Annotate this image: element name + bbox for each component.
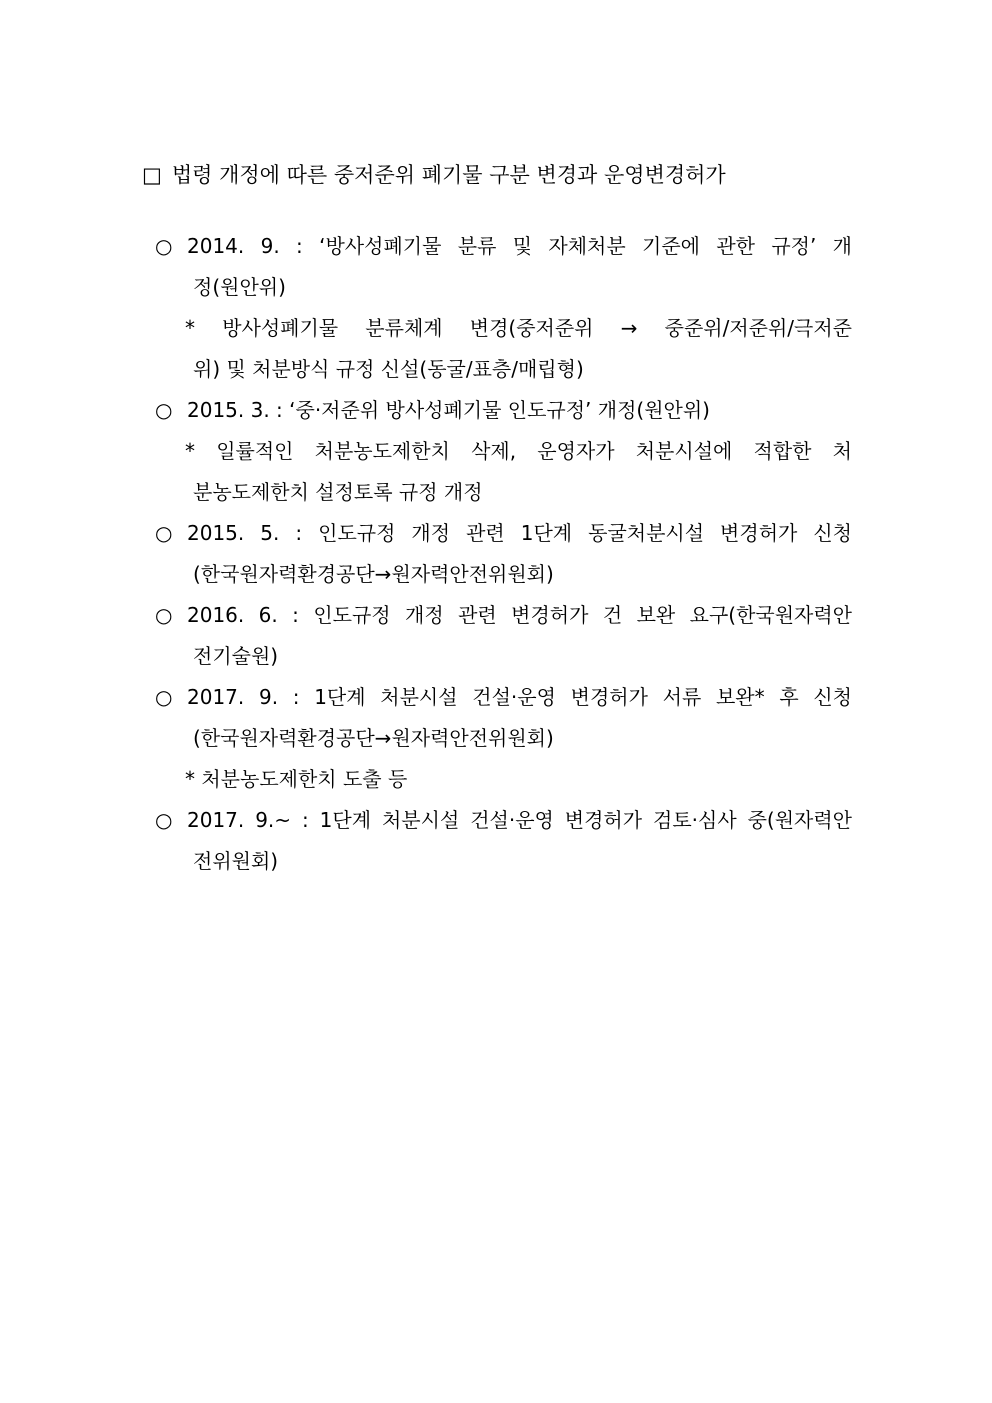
section-heading — [142, 158, 862, 192]
list-item — [155, 513, 852, 595]
checkbox-square-icon: □ — [142, 163, 162, 187]
circle-bullet-icon: ○ — [155, 234, 173, 258]
item-line-continued: 정(원안위) — [193, 275, 286, 299]
item-line: 2016. 6. : 인도규정 개정 관련 변경허가 건 보완 요구(한국원자력안 — [187, 603, 852, 627]
list-item — [155, 226, 852, 390]
item-line: 2017. 9. : 1단계 처분시설 건설·운영 변경허가 서류 보완* 후 신청 — [187, 685, 852, 709]
list-item — [155, 800, 852, 882]
item-note-continued: 위) 및 처분방식 규정 신설(동굴/표층/매립형) — [193, 357, 584, 381]
item-line-continued: 전위원회) — [193, 849, 279, 873]
timeline-list — [155, 226, 852, 882]
list-item — [155, 595, 852, 677]
item-line: 2015. 3. : ‘중·저준위 방사성폐기물 인도규정’ 개정(원안위) — [187, 398, 710, 422]
circle-bullet-icon: ○ — [155, 603, 173, 627]
item-line: 2017. 9.~ : 1단계 처분시설 건설·운영 변경허가 검토·심사 중(원자력안 — [187, 808, 852, 832]
item-line: 2014. 9. : ‘방사성폐기물 분류 및 자체처분 기준에 관한 규정’ 개 — [187, 234, 852, 258]
list-item — [155, 390, 852, 513]
circle-bullet-icon: ○ — [155, 398, 173, 422]
item-line-continued: (한국원자력환경공단→원자력안전위원회) — [193, 726, 554, 750]
item-line-continued: 전기술원) — [193, 644, 279, 668]
section-heading-text: 법령 개정에 따른 중저준위 폐기물 구분 변경과 운영변경허가 — [171, 163, 726, 187]
item-note-continued: 분농도제한치 설정토록 규정 개정 — [193, 480, 483, 504]
list-item — [155, 677, 852, 800]
item-line: 2015. 5. : 인도규정 개정 관련 1단계 동굴처분시설 변경허가 신청 — [187, 521, 852, 545]
item-line-continued: (한국원자력환경공단→원자력안전위원회) — [193, 562, 554, 586]
circle-bullet-icon: ○ — [155, 521, 173, 545]
item-note: * 처분농도제한치 도출 등 — [185, 767, 408, 791]
circle-bullet-icon: ○ — [155, 685, 173, 709]
item-note: * 일률적인 처분농도제한치 삭제, 운영자가 처분시설에 적합한 처 — [185, 439, 852, 463]
circle-bullet-icon: ○ — [155, 808, 173, 832]
item-note: * 방사성폐기물 분류체계 변경(중저준위 → 중준위/저준위/극저준 — [185, 316, 852, 340]
